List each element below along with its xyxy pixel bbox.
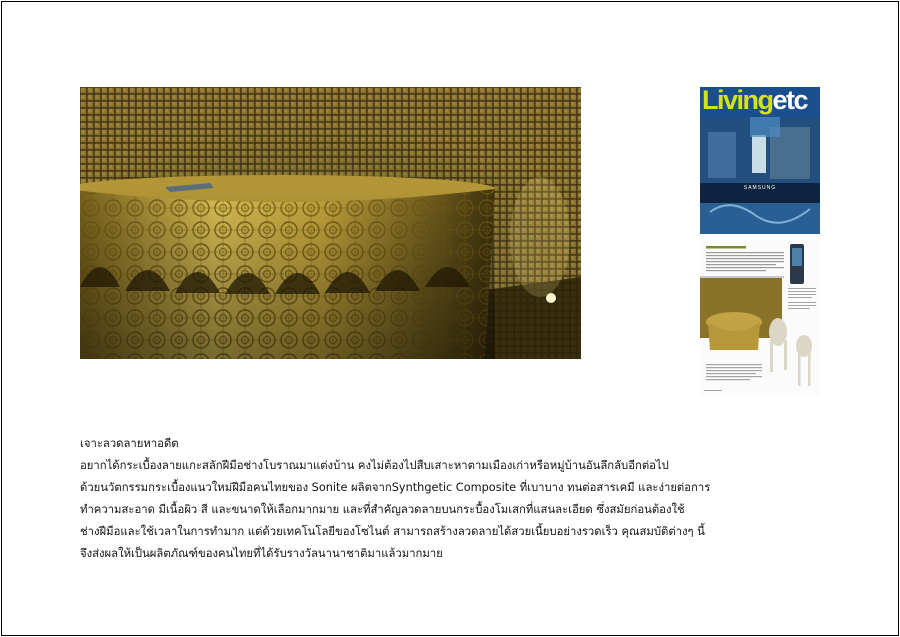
article-heading: เจาะลวดลายหาอดีต [80,437,179,450]
magazine-logo: Livingetc [702,87,808,115]
magazine-page [700,240,820,396]
magazine-cover [700,87,820,234]
article-line: จึงส่งผลให้เป็นผลิตภัณฑ์ของคนไทยที่ได้รับรางวัลนานาชาติมาแล้วมากมาย [80,547,443,560]
article-line: ด้วยนวัตกรรมกระเบื้องแนวใหม่ฝีมือคนไทยของ Sonite ผลิตจากSynthgetic Composite ที่เบาบาง ทนต่อสารเคมี และง่ายต่อการ [80,481,711,494]
brand-label: SAMSUNG [743,185,777,191]
article-line: ช่างฝีมือและใช้เวลาในการทำมาก แต่ด้วยเทคโนโลยีของโซไนต์ สามารถสร้างลวดลายได้สวยเนี้ยบอย่างรวดเร็ว คุณสมบัติต่างๆ นี้ [80,525,705,538]
article [80,433,711,565]
main-photo [80,87,581,359]
article-line: อยากได้กระเบื้องลายแกะสลักฝีมือช่างโบราณมาแต่งบ้าน คงไม่ต้องไปสืบเสาะหาตามเมืองเก่าหรือหมู่บ้านอันลึกลับอีกต่อไป [80,459,669,472]
article-line: ทำความสะอาด มีเนื้อผิว สี และขนาดให้เลือกมากมาย และที่สำคัญลวดลายบนกระบื้องโมเสกที่แสนละเอียด ซึ่งสมัยก่อนต้องใช้ [80,503,685,516]
